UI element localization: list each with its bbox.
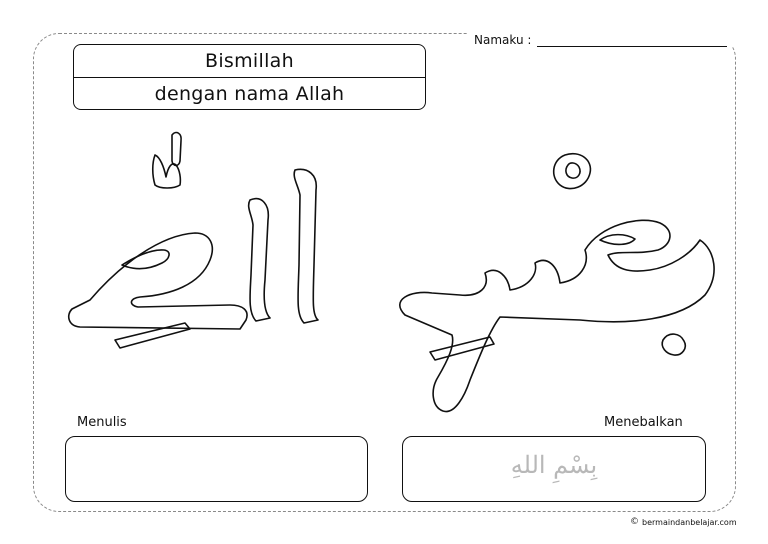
tracing-box[interactable] bbox=[402, 436, 706, 502]
footer-credit-text: bermaindanbelajar.com bbox=[642, 517, 737, 527]
name-label: Namaku : bbox=[474, 33, 532, 47]
copyright-icon: © bbox=[630, 517, 639, 527]
title-box bbox=[73, 44, 426, 110]
writing-section-label: Menulis bbox=[77, 415, 127, 430]
tracing-guide-text: بِسْمِ اللهِ bbox=[510, 451, 598, 479]
title-meaning: dengan nama Allah bbox=[154, 83, 345, 105]
name-write-line[interactable] bbox=[537, 36, 727, 47]
bismillah-outline-art bbox=[60, 115, 720, 420]
writing-box[interactable] bbox=[65, 436, 368, 502]
footer-credit bbox=[630, 517, 737, 527]
tracing-section-label: Menebalkan bbox=[604, 415, 683, 430]
title-main: Bismillah bbox=[74, 45, 425, 78]
name-field bbox=[468, 33, 733, 47]
